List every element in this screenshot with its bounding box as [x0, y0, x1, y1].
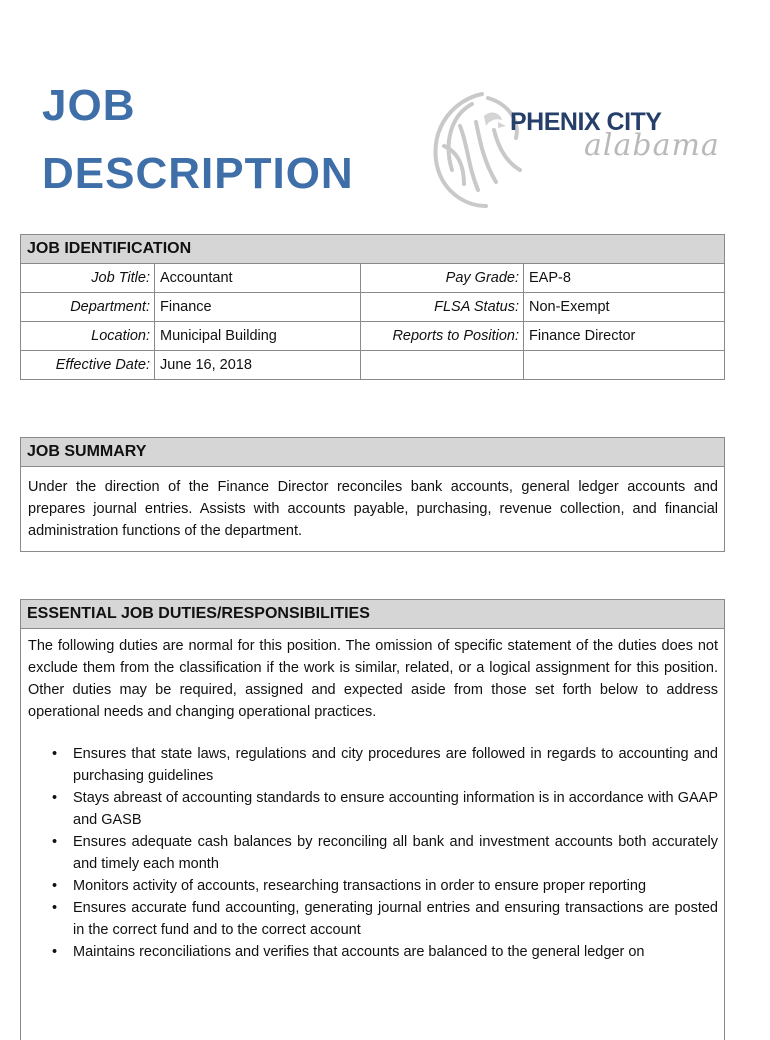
page-title-line2: DESCRIPTION [42, 149, 354, 198]
job-title-label: Job Title: [21, 264, 155, 293]
bullet-icon: • [52, 878, 58, 894]
list-item: • Stays abreast of accounting standards to ensure accounting information is in accordance with GAAP and GASB [28, 787, 718, 831]
job-identification-table [21, 264, 724, 379]
effective-date-value: June 16, 2018 [155, 351, 361, 380]
list-item: • Ensures that state laws, regulations and city procedures are followed in regards to accounting and purchasing guidelines [28, 743, 718, 787]
duties-intro: The following duties are normal for this position. The omission of specific statement of the duties does not exclude them from the classification if the work is similar, related, or a logical assignment for this position. Other duties may be required, assigned and expected aside from those set forth below to address operational needs and changing operational practices. [28, 638, 718, 720]
location-value: Municipal Building [155, 322, 361, 351]
table-row [21, 351, 724, 380]
page-title-line1: JOB [42, 81, 136, 130]
list-item: • Ensures accurate fund accounting, generating journal entries and ensuring transactions are posted in the correct fund and to the correct account [28, 897, 718, 941]
bullet-icon: • [52, 834, 58, 850]
phenix-city-logo [424, 86, 724, 211]
duties-list [28, 743, 718, 963]
department-label: Department: [21, 293, 155, 322]
job-title-value: Accountant [155, 264, 361, 293]
table-row [21, 322, 724, 351]
list-item: • Maintains reconciliations and verifies that accounts are balanced to the general ledger on [28, 941, 718, 963]
pay-grade-label: Pay Grade: [361, 264, 524, 293]
page-title [42, 72, 354, 208]
pay-grade-value: EAP-8 [524, 264, 725, 293]
bullet-icon: • [52, 944, 58, 960]
reports-to-label: Reports to Position: [361, 322, 524, 351]
bullet-icon: • [52, 746, 58, 762]
job-summary-header: JOB SUMMARY [21, 438, 724, 467]
job-summary-section [20, 437, 725, 552]
flsa-status-label: FLSA Status: [361, 293, 524, 322]
job-identification-section [20, 234, 725, 380]
empty-label-cell [361, 351, 524, 380]
flsa-status-value: Non-Exempt [524, 293, 725, 322]
list-item: • Monitors activity of accounts, researching transactions in order to ensure proper reporting [28, 875, 718, 897]
empty-value-cell [524, 351, 725, 380]
duties-section [20, 599, 725, 1040]
table-row [21, 264, 724, 293]
logo-city-text: PHENIX CITY [510, 108, 662, 136]
job-summary-text: Under the direction of the Finance Director reconciles bank accounts, general ledger accounts and prepares journal entries. Assists with accounts payable, purchasing, revenue collection, and financial administration functions of the department. [28, 479, 718, 539]
reports-to-value: Finance Director [524, 322, 725, 351]
bullet-icon: • [52, 900, 58, 916]
job-identification-header: JOB IDENTIFICATION [21, 235, 724, 264]
effective-date-label: Effective Date: [21, 351, 155, 380]
duties-header: ESSENTIAL JOB DUTIES/RESPONSIBILITIES [21, 600, 724, 629]
list-item: • Ensures adequate cash balances by reconciling all bank and investment accounts both accurately and timely each month [28, 831, 718, 875]
table-row [21, 293, 724, 322]
duties-body [21, 629, 724, 969]
bullet-icon: • [52, 790, 58, 806]
location-label: Location: [21, 322, 155, 351]
phoenix-emblem-icon [424, 86, 544, 211]
department-value: Finance [155, 293, 361, 322]
logo-state-text: alabama [584, 128, 720, 163]
